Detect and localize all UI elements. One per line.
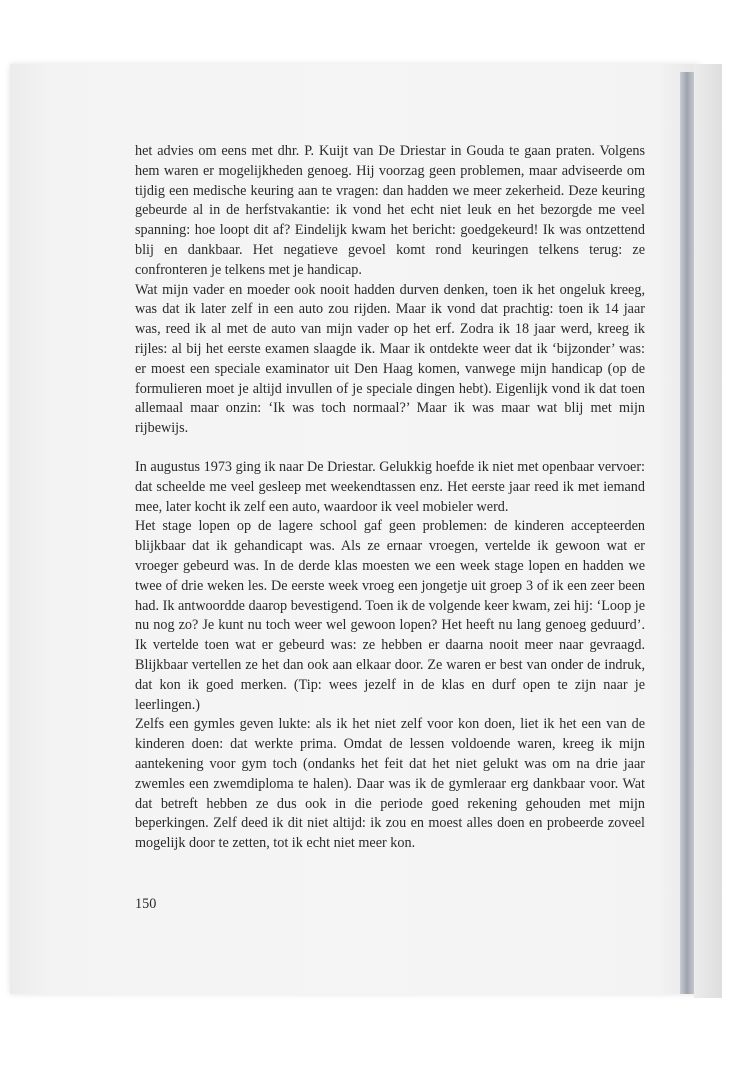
book-spine-shadow [680, 72, 694, 994]
paragraph: Het stage lopen op de lagere school gaf geen problemen: de kinderen accepteerden blijkbaar dat ik gehandicapt was. Als ze ernaar vroegen, vertelde ik gewoon wat er vroeger gebeurd was. In de derde klas moesten we een week stage lopen en hadden we twee of drie weken les. De eerste week vroeg een jongetje uit groep 3 of ik een zeer been had. Ik antwoordde daarop bevestigend. Toen ik de volgende keer kwam, zei hij: ‘Loop je nu nog zo? Je kunt nu toch weer wel gewoon lopen? Het heeft nu lang genoeg geduurd’. Ik vertelde toen wat er gebeurd was: ze hebben er daarna nooit meer naar gevraagd. Blijkbaar vertellen ze het dan ook aan elkaar door. Ze waren er best van onder de indruk, dat kon ik goed merken. (Tip: wees jezelf in de klas en durf open te zijn naar je leerlingen.) [135, 518, 645, 713]
body-text [135, 142, 645, 854]
paragraph: In augustus 1973 ging ik naar De Driestar. Gelukkig hoefde ik niet met openbaar vervoer: dat scheelde me veel gesleep met weekendtassen enz. Het eerste jaar reed ik met iemand mee, later kocht ik zelf een auto, waardoor ik veel mobieler werd. [135, 458, 645, 515]
paragraph: Zelfs een gymles geven lukte: als ik het niet zelf voor kon doen, liet ik het een van de kinderen doen: dat werkte prima. Omdat de lessen voldoende waren, kreeg ik mijn aantekening voor gym toch (ondanks het feit dat het niet gelukt was om na drie jaar zwemles een zwemdiploma te halen). Daar was ik de gymleraar erg dankbaar voor. Wat dat betreft hebben ze dus ook in die periode goed rekening gehouden met mijn beperkingen. Zelf deed ik dit niet altijd: ik zou en moest alles doen en probeerde zoveel mogelijk door te zetten, tot ik echt niet meer kon. [135, 716, 645, 852]
paragraph: het advies om eens met dhr. P. Kuijt van De Driestar in Gouda te gaan praten. Volgens hem waren er mogelijkheden genoeg. Hij voorzag geen problemen, maar adviseerde om tijdig een medische keuring aan te vragen: dan hadden we meer zekerheid. Deze keuring gebeurde al in de herfstvakantie: ik vond het echt niet leuk en het bezorgde me veel spanning: hoe loopt dit af? Eindelijk kwam het bericht: goedgekeurd! Ik was ontzettend blij en dankbaar. Het negatieve gevoel komt rond keuringen telkens terug: ze confronteren je telkens met je handicap. [135, 143, 645, 278]
page-number: 150 [135, 896, 157, 912]
page-edge [694, 64, 722, 998]
paragraph: Wat mijn vader en moeder ook nooit hadden durven denken, toen ik het ongeluk kreeg, was dat ik later zelf in een auto zou rijden. Maar ik vond dat prachtig: toen ik 14 jaar was, reed ik al met de auto van mijn vader op het erf. Zodra ik 18 jaar werd, kreeg ik rijles: al bij het eerste examen slaagde ik. Maar ik ontdekte weer dat ik ‘bijzonder’ was: er moest een speciale examinator uit Den Haag komen, vanwege mijn handicap (op de formulieren moet je altijd invullen of je speciale dingen hebt). Eigenlijk vond ik dat toen allemaal maar onzin: ‘Ik was toch normaal?’ Maar ik was maar wat blij met mijn rijbewijs. [135, 281, 645, 437]
